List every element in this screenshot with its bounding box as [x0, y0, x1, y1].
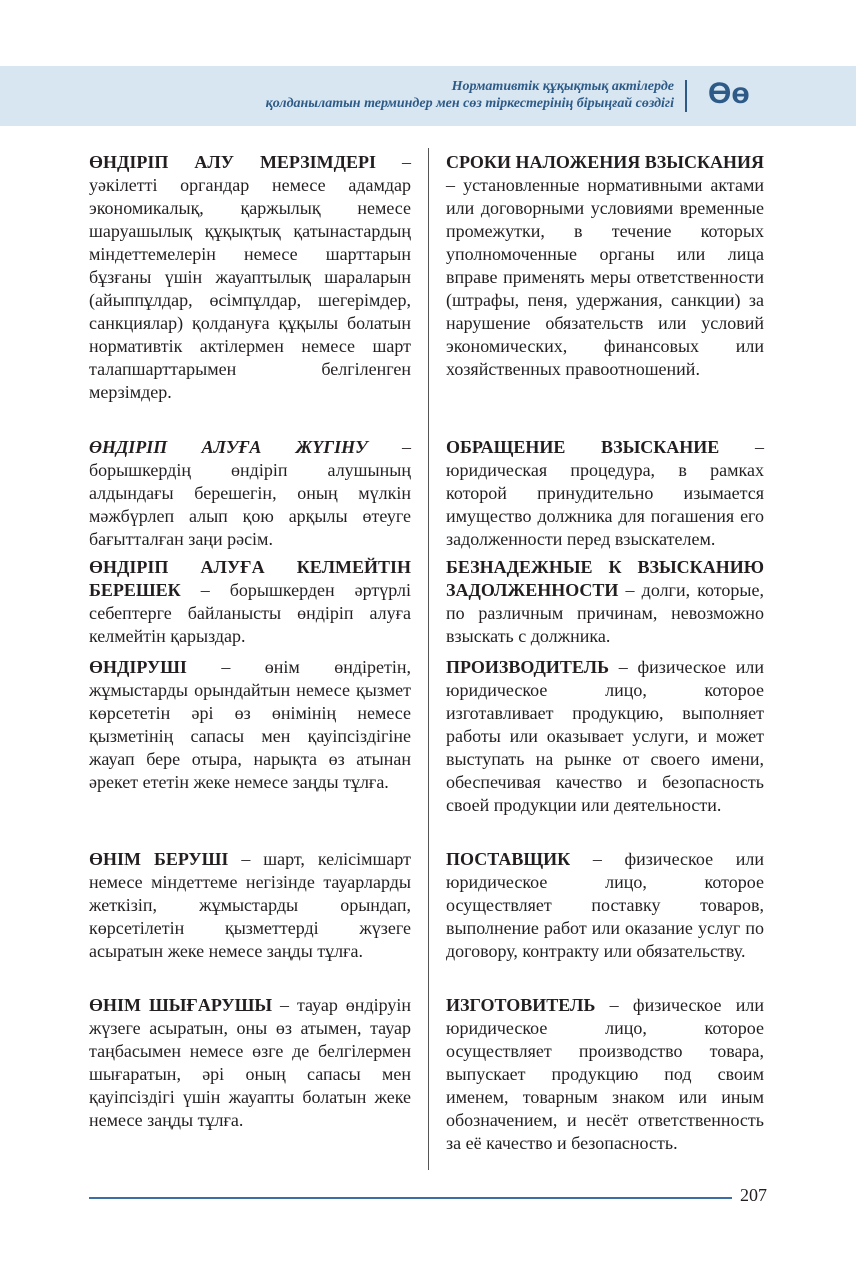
entry-ru-5: [446, 848, 764, 963]
term: ӨНДІРІП АЛУҒА ЖҮГІНУ: [89, 437, 368, 457]
entry-ru-6: [446, 994, 764, 1155]
page-number: 207: [740, 1185, 767, 1205]
entry-kk-1: [89, 151, 411, 404]
entry-kk-5: [89, 848, 411, 963]
term: ӨНДІРІП АЛУ МЕРЗІМДЕРІ: [89, 152, 377, 172]
term: ПОСТАВЩИК: [446, 849, 571, 869]
running-header-title: [266, 78, 674, 112]
term: БЕЗНАДЕЖНЫЕ К ВЗЫСКАНИЮ ЗАДОЛЖЕННОСТИ: [446, 557, 764, 600]
entry-kk-6: [89, 994, 411, 1132]
term: ӨНДІРІП АЛУҒА КЕЛМЕЙТІН БЕРЕШЕК: [89, 557, 411, 600]
definition: – физическое или юридическое лицо, которое осуществляет производство товара, выпускает продукцию под своим именем, товарным знаком или иным обозначением, и несёт ответственность за её качество и безопасность.: [446, 995, 764, 1153]
term: ОБРАЩЕНИЕ ВЗЫСКАНИЕ: [446, 437, 720, 457]
entry-ru-4: [446, 656, 764, 817]
definition: – уәкілетті органдар немесе адамдар экономикалық, қаржылық немесе шаруашылық құқықтық қатынастардың міндеттемелерін немесе шарттарын бұзғаны үшін жауаптылық шараларын (айыппұлдар, өсімпұлдар, шегерімдер, санкциялар) қолдануға құқылы болатын нормативтік актілермен немесе шарт талапшарттарымен белгіленген мерзімдер.: [89, 152, 412, 402]
definition: – тауар өндіруін жүзеге асыратын, оны өз атымен, тауар таңбасымен немесе өзге де белгілермен шығаратын, әрі оның сапасы мен қауіпсіздігі үшін жауапты болатын жеке немесе заңды тұлға.: [89, 995, 411, 1130]
entry-kk-3: [89, 556, 411, 648]
definition: – установленные нормативными актами или договорными условиями временные промежутки, в течение которых уполномоченные органы или лица вправе применять меры ответственности (штрафы, пеня, удержания, санкции) за нарушение обязательств или условий экономических, финансовых или хозяйственных правоотношений.: [446, 175, 764, 379]
term: ИЗГОТОВИТЕЛЬ: [446, 995, 596, 1015]
term: СРОКИ НАЛОЖЕНИЯ ВЗЫСКАНИЯ: [446, 152, 764, 172]
term: ПРОИЗВОДИТЕЛЬ: [446, 657, 609, 677]
definition: – физическое или юридическое лицо, которое изготавливает продукцию, выполняет работы или оказывает услуги, и может выступать на рынке от своего имени, обеспечивая качество и безопасность своей продукции или деятельности.: [446, 657, 764, 815]
footer-rule: [89, 1197, 732, 1199]
definition: – өнім өндіретін, жұмыстарды орындайтын немесе қызмет көрсететін әрі өз өнімінің немесе қызметінің сапасы мен қауіпсіздігіне жауап бере отыра, нарықта өз атынан әрекет ететін жеке немесе заңды тұлға.: [89, 657, 411, 792]
definition: – физическое или юридическое лицо, которое осуществляет поставку товаров, выполнение работ или оказание услуг по договору, контракту или обязательству.: [446, 849, 764, 961]
header-divider: [685, 80, 687, 112]
entry-ru-1: [446, 151, 764, 381]
definition: – борышкердің өндіріп алушының алдындағы берешегін, оның мүлкін мәжбүрлеп алып қою арқылы өтеуге бағытталған заңи рәсім.: [89, 437, 412, 549]
section-letter: Өө: [708, 77, 750, 110]
term: ӨНДІРУШІ: [89, 657, 187, 677]
definition: – шарт, келісімшарт немесе міндеттеме негізінде тауарларды жеткізіп, жұмыстарды орындап, көрсетілетін қызметтерді жүзеге асыратын жеке немесе заңды тұлға.: [89, 849, 411, 961]
definition: – борышкерден әртүрлі себептерге байланысты өндіріп алуға келмейтін қарыздар.: [89, 580, 411, 646]
term: ӨНІМ БЕРУШІ: [89, 849, 229, 869]
term: ӨНІМ ШЫҒАРУШЫ: [89, 995, 273, 1015]
running-header-line-1: Нормативтік құқықтық актілерде: [451, 79, 674, 94]
entry-kk-2: [89, 436, 411, 551]
definition: – долги, которые, по различным причинам, невозможно взыскать с должника.: [446, 580, 764, 646]
definition: – юридическая процедура, в рамках которой принудительно изымается имущество должника для погашения его задолженности перед взыскателем.: [446, 437, 764, 549]
entry-ru-2: [446, 436, 764, 551]
column-divider: [428, 148, 429, 1170]
running-header-line-2: қолданылатын терминдер мен сөз тіркестерінің бірыңғай сөздігі: [265, 96, 674, 111]
entry-kk-4: [89, 656, 411, 794]
entry-ru-3: [446, 556, 764, 648]
